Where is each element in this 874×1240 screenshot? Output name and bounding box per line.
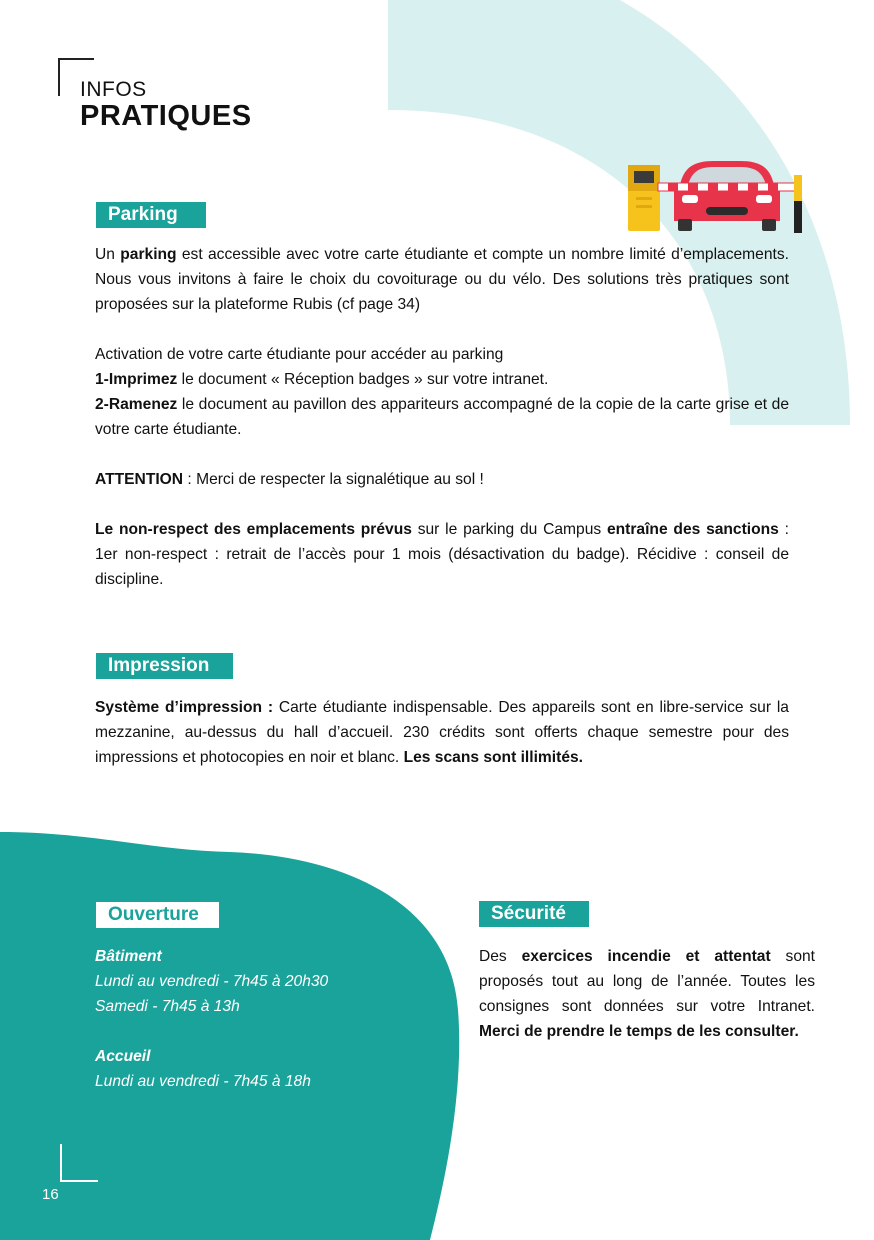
section-title-ouverture: Ouverture [96,902,219,928]
text-run: : 1er non-respect : retrait de l’accès pour 1 mois (désactivation du badge). Récidive : conseil de discipline. [95,521,789,588]
text-run: est accessible avec votre carte étudiante et compte un nombre limité d’emplacements. Nous vous invitons à faire le choix du covoiturage ou du vélo. Des solutions très pratiques sont proposées sur la plateforme Rubis (cf page 34) [95,246,789,313]
building-hours-weekdays: Lundi au vendredi - 7h45 à 20h30 [95,973,329,990]
section-title-impression: Impression [96,653,233,679]
building-hours-saturday: Samedi - 7h45 à 13h [95,998,240,1015]
section-title-parking: Parking [96,202,206,228]
parking-activation [95,342,789,442]
text-run: Merci de prendre le temps de les consulter. [479,1023,799,1040]
text-run: 1-Imprimez [95,371,178,388]
text-run: Carte étudiante indispensable. Des appareils sont en libre-service sur la mezzanine, au-dessus du hall d’accueil. 230 crédits sont offerts chaque semestre pour des impressions et photocopies en noir et blanc. [95,699,789,766]
security-text [479,944,815,1044]
building-label: Bâtiment [95,948,162,965]
text-run: Le non-respect des emplacements prévus [95,521,412,538]
section-title-securite: Sécurité [479,901,589,927]
text-run: ATTENTION [95,471,184,488]
reception-label: Accueil [95,1048,151,1065]
parking-step-2 [95,392,789,442]
text-run: 2-Ramenez [95,396,178,413]
opening-hours [95,944,435,1094]
text-run: : Merci de respecter la signalétique au sol ! [183,471,484,488]
text-run: Les scans sont illimités. [403,749,583,766]
text-run: parking [120,246,177,263]
parking-activation-text: Activation de votre carte étudiante pour accéder au parking [95,346,504,363]
text-run: exercices incendie et attentat [521,948,771,965]
reception-hours: Lundi au vendredi - 7h45 à 18h [95,1073,311,1090]
text-run: Système d’impression : [95,699,274,716]
header-subtitle: INFOS [80,78,147,101]
header-title: PRATIQUES [80,100,252,132]
text-run: sont proposés tout au long de l’année. Toutes les consignes sont données sur votre Intranet. [479,948,815,1015]
parking-intro [95,242,789,317]
impression-text [95,695,789,770]
text-run: sur le parking du Campus [411,521,607,538]
parking-attention [95,467,789,492]
text-run: le document au pavillon des appariteurs accompagné de la copie de la carte grise et de votre carte étudiante. [95,396,789,438]
parking-barrier-car-illustration [622,155,804,235]
corner-mark-bottom-left [60,1144,98,1182]
parking-step-1 [95,367,789,392]
text-run: entraîne des sanctions [606,521,779,538]
spacer [95,1019,435,1044]
text-run: Des [479,948,522,965]
text-run: le document « Réception badges » sur votre intranet. [177,371,549,388]
page-number: 16 [42,1186,59,1203]
text-run: Un [95,246,121,263]
parking-sanctions [95,517,789,592]
